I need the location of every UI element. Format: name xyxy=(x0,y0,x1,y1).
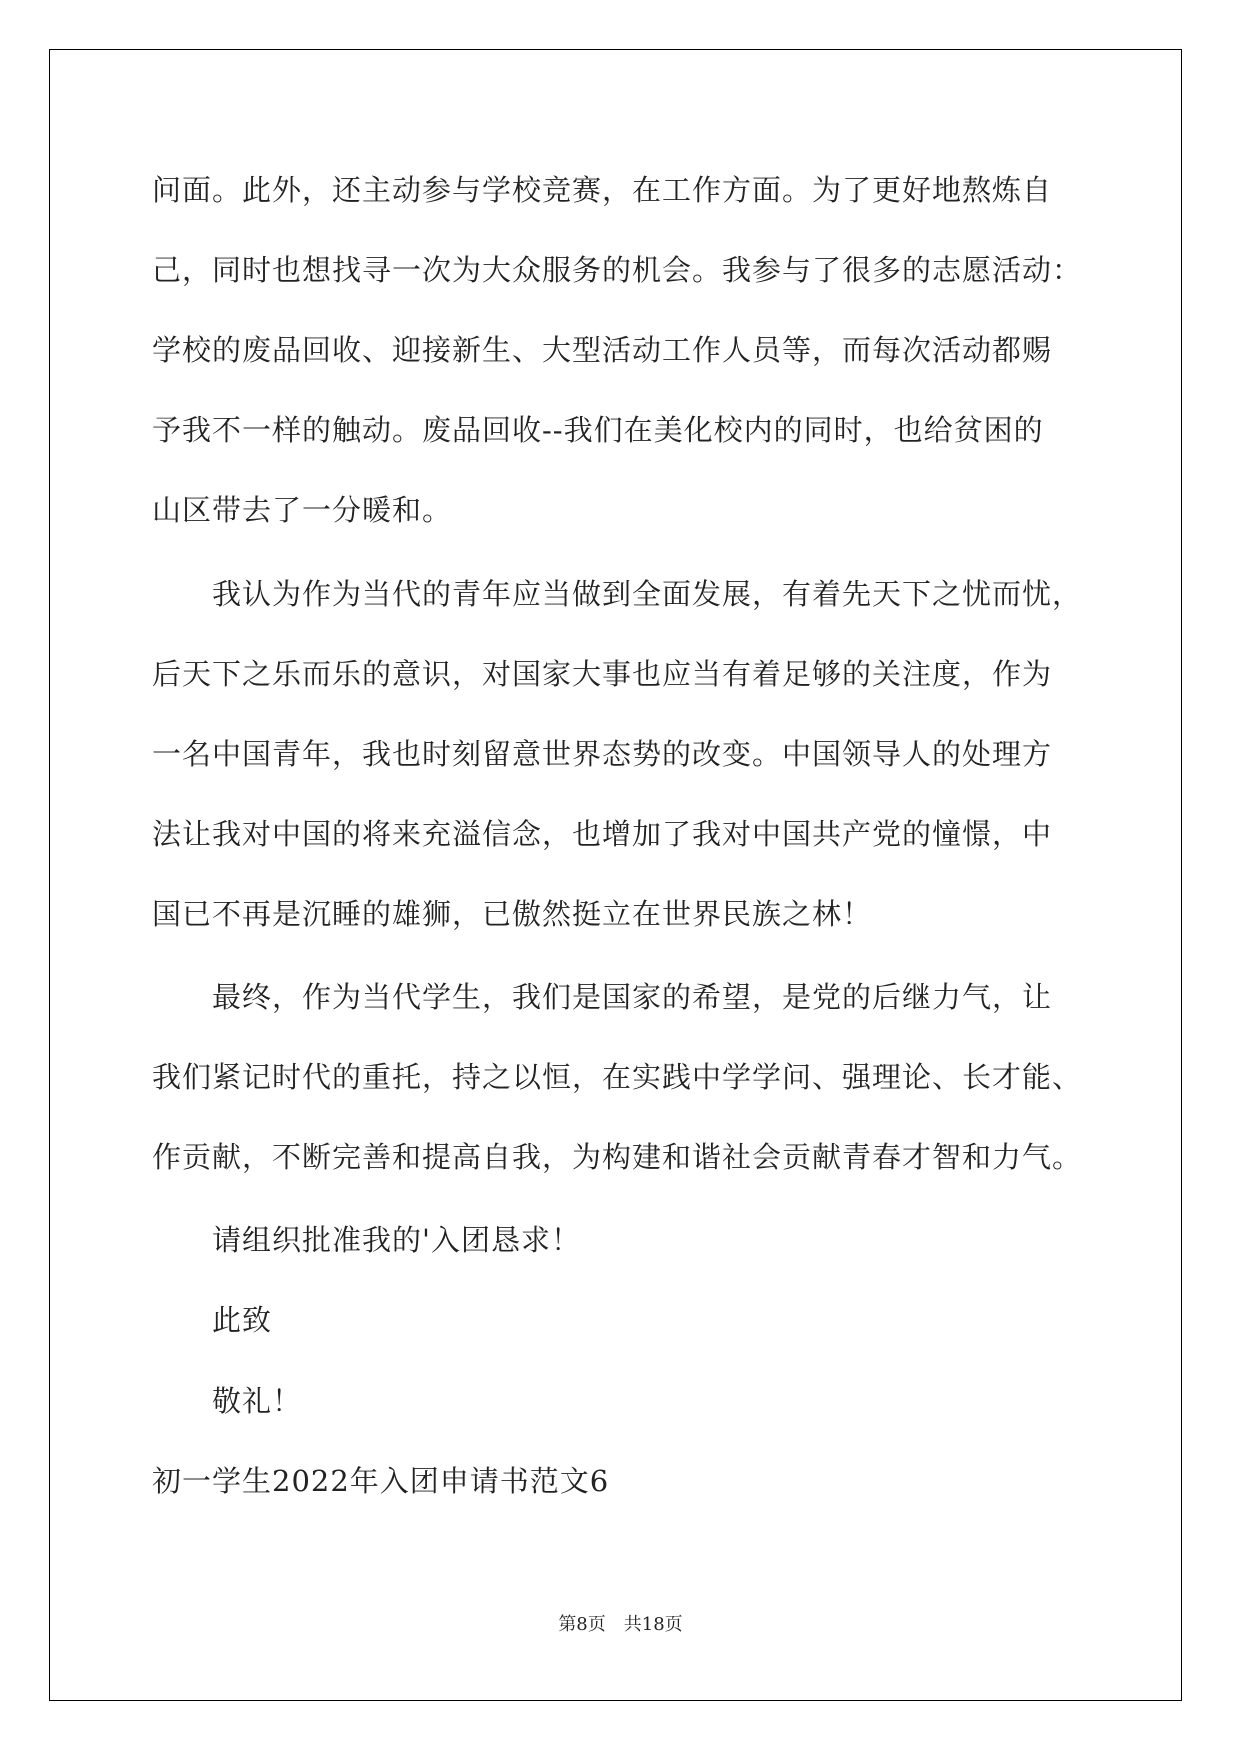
paragraph-line: 后天下之乐而乐的意识，对国家大事也应当有着足够的关注度，作为 xyxy=(152,657,1053,691)
paragraph-line: 己，同时也想找寻一次为大众服务的机会。我参与了很多的志愿活动： xyxy=(152,253,1083,287)
paragraph-line: 法让我对中国的将来充溢信念，也增加了我对中国共产党的憧憬，中 xyxy=(152,817,1053,851)
paragraph-line: 国已不再是沉睡的雄狮，已傲然挺立在世界民族之林！ xyxy=(152,897,873,931)
paragraph-line: 作贡献，不断完善和提高自我，为构建和谐社会贡献青春才智和力气。 xyxy=(152,1140,1083,1174)
page-total: 共18页 xyxy=(623,1614,683,1635)
paragraph-line: 我们紧记时代的重托，持之以恒，在实践中学学问、强理论、长才能、 xyxy=(152,1060,1083,1094)
closing-line: 敬礼！ xyxy=(212,1384,303,1418)
page-footer xyxy=(0,1613,1241,1637)
section-heading: 初一学生2022年入团申请书范文6 xyxy=(152,1464,610,1498)
paragraph-line: 学校的废品回收、迎接新生、大型活动工作人员等，而每次活动都赐 xyxy=(152,333,1053,367)
page-number: 第8页 xyxy=(558,1614,606,1635)
paragraph-line: 问面。此外，还主动参与学校竞赛，在工作方面。为了更好地熬炼自 xyxy=(152,173,1053,207)
page-border xyxy=(49,49,1182,1701)
paragraph-line: 我认为作为当代的青年应当做到全面发展，有着先天下之忧而忧， xyxy=(212,577,1083,611)
paragraph-line: 请组织批准我的'入团恳求！ xyxy=(212,1223,581,1257)
paragraph-line: 山区带去了一分暖和。 xyxy=(152,493,453,527)
paragraph-line: 最终，作为当代学生，我们是国家的希望，是党的后继力气，让 xyxy=(212,980,1053,1014)
paragraph-line: 予我不一样的触动。废品回收--我们在美化校内的同时，也给贫困的 xyxy=(152,413,1044,447)
closing-line: 此致 xyxy=(212,1303,273,1337)
paragraph-line: 一名中国青年，我也时刻留意世界态势的改变。中国领导人的处理方 xyxy=(152,737,1053,771)
